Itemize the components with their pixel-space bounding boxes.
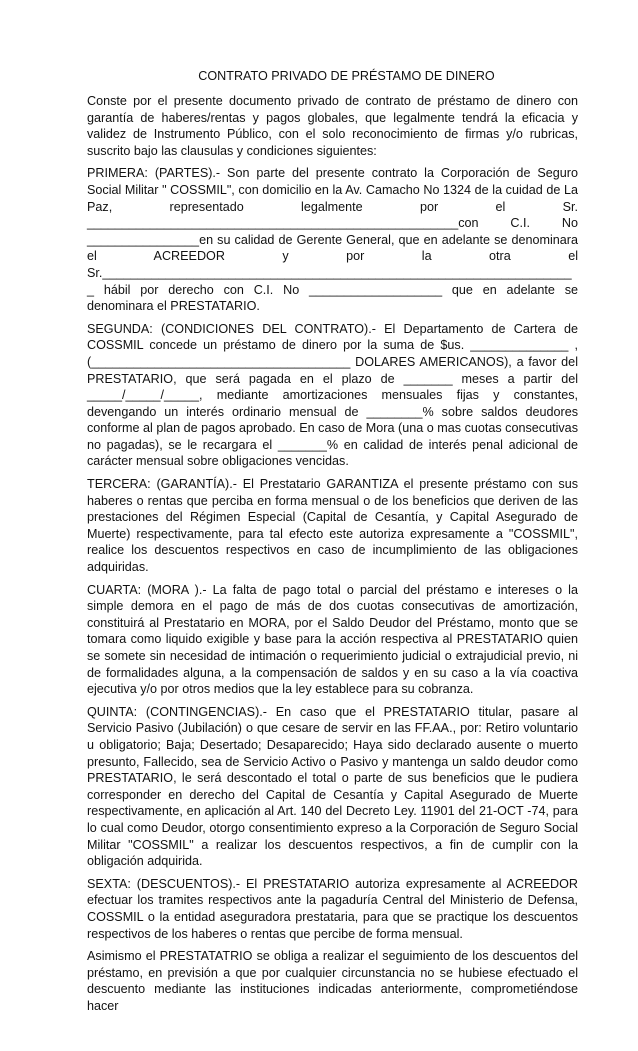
- paragraph-segunda-condiciones: SEGUNDA: (CONDICIONES DEL CONTRATO).- El Departamento de Cartera de COSSMIL concede un préstamo de dinero por la suma de $us. ______________ , (_____________________________________ DOLARES AMERICANOS), a favor del PRESTATARIO, que será pagada en el plazo de _______ meses a partir del _____/_____/_____, mediante amortizaciones mensuales fijas y constantes, devengando un interés ordinario mensual de ________% sobre saldos deudores conforme al plan de pagos aprobado. En caso de Mora (una o mas cuotas consecutivas no pagadas), se le recargara el _______% en calidad de interés penal adicional de carácter mensual sobre obligaciones vencidas.: [87, 321, 578, 469]
- document-page: [87, 68, 578, 1020]
- paragraph-quinta-contingencias: QUINTA: (CONTINGENCIAS).- En caso que el PRESTATARIO titular, pasare al Servicio Pasivo (Jubilación) o que cesare de servir en las FF.AA., por: Retiro voluntario u obligatorio; Baja; Desertado; Desaparecido; Haya sido declarado ausente o muerto presunto, Fallecido, sea de Servicio Activo o Pasivo y mantenga un saldo deudor como PRESTATARIO, le será descontado el total o parte de sus beneficios que le pudiera corresponder en derecho del Capital de Cesantía y Capital Asegurado de Muerte respectivamente, en aplicación al Art. 140 del Decreto Ley. 11901 del 21-OCT -74, para lo cual como Deudor, otorgo consentimiento expreso a la Corporación de Seguro Social Militar "COSSMIL" a realizar los descuentos respectivos, a fin de cumplir con la obligación adquirida.: [87, 704, 578, 869]
- paragraph-asimismo: Asimismo el PRESTATATRIO se obliga a realizar el seguimiento de los descuentos del préstamo, en previsión a que por cualquier circunstancia no se hubiese efectuado el descuento mediante las instituciones indicadas anteriormente, comprometiéndose hacer: [87, 949, 578, 1013]
- paragraph-tercera-garantia: TERCERA: (GARANTÍA).- El Prestatario GARANTIZA el presente préstamo con sus haberes o rentas que perciba en forma mensual o de los beneficios que deriven de las prestaciones del Régimen Especial (Capital de Cesantía, y Capital Asegurado de Muerte) respectivamente, para tal efecto este autoriza expresamente a "COSSMIL", realice los descuentos respectivos en caso de incumplimiento de las obligaciones adquiridas.: [87, 477, 578, 575]
- paragraph-cuarta-mora: CUARTA: (MORA ).- La falta de pago total o parcial del préstamo e intereses o la simple demora en el pago de más de dos cuotas consecutivas de amortización, constituirá al Prestatario en MORA, por el Saldo Deudor del Préstamo, monto que se tomara como liquido exigible y base para la acción respectiva al PRESTATARIO quien se somete sin necesidad de intimación o requerimiento judicial o extrajudicial previo, ni de formalidades alguna, a la compensación de saldos y en su caso a la vía coactiva ejecutiva y/o por otros medios que la ley establece para su cobranza.: [87, 582, 578, 697]
- paragraph-primera-partes: PRIMERA: (PARTES).- Son parte del presente contrato la Corporación de Seguro Social Militar " COSSMIL", con domicilio en la Av. Camacho No 1324 de la cuidad de La Paz, representado legalmente por el Sr. _____________________________________________________con C.I. No ________________en su calidad de Gerente General, que en adelante se denominara el ACREEDOR y por la otra el Sr.___________________________________________________________________ _ hábil por derecho con C.I. No ___________________ que en adelante se denominara el PRESTATARIO.: [87, 166, 578, 314]
- paragraph-sexta-descuentos: SEXTA: (DESCUENTOS).- El PRESTATARIO autoriza expresamente al ACREEDOR efectuar los tramites respectivos ante la pagaduría Central del Ministerio de Defensa, COSSMIL o la entidad aseguradora prestataria, para que se practique los descuentos respectivos de los haberes o rentas que percibe de forma mensual.: [87, 876, 578, 941]
- document-title: CONTRATO PRIVADO DE PRÉSTAMO DE DINERO: [198, 69, 495, 83]
- paragraph-preamble: Conste por el presente documento privado de contrato de préstamo de dinero con garantía de haberes/rentas y pagos globales, que legalmente tendrá la eficacia y validez de Instrumento Público, con el solo reconocimiento de firmas y/o rubricas, suscrito bajo las clausulas y condiciones siguientes:: [87, 94, 578, 158]
